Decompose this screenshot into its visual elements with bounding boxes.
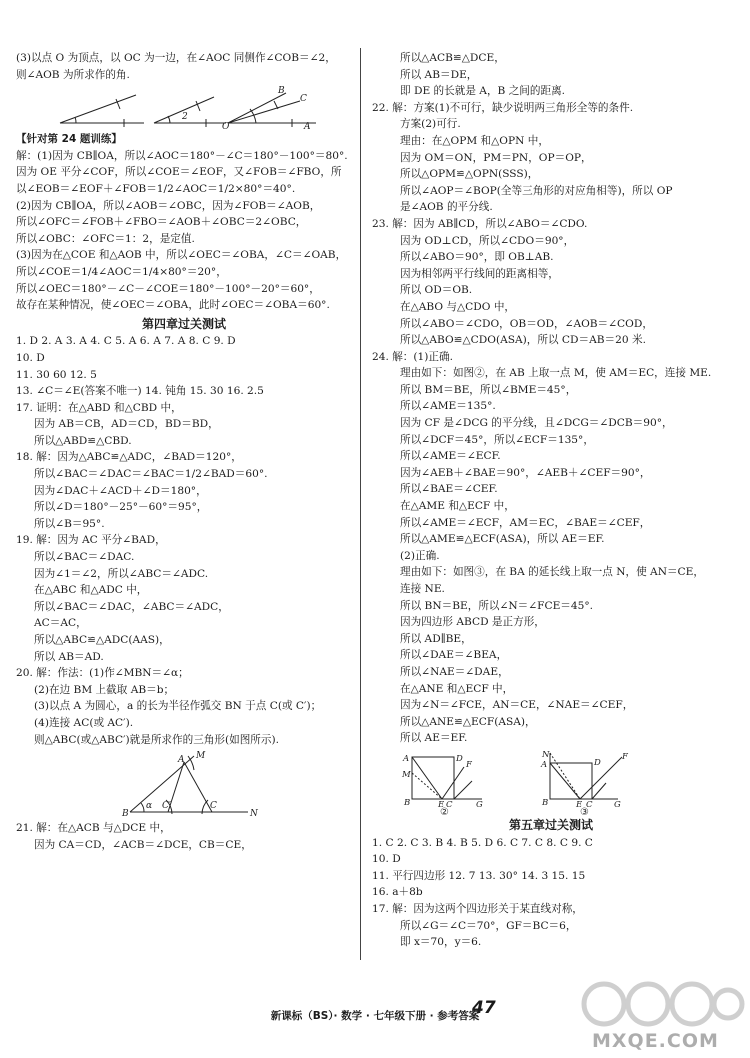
text-line: 因为 OM＝ON，PM＝PN，OP＝OP，: [400, 151, 592, 164]
fig3-point-a: A: [541, 759, 548, 770]
text-line: 所以 BN＝BE，所以∠N＝∠FCE＝45°.: [400, 599, 594, 612]
text-line: 所以 AB＝AD.: [34, 650, 104, 663]
text-line: 所以∠DCF＝45°，所以∠ECF＝135°，: [400, 433, 594, 446]
text-line: 连接 NE.: [400, 583, 445, 595]
text-line: 所以∠B＝95°.: [34, 517, 105, 530]
text-line: 在△ANE 和△ECF 中，: [400, 682, 514, 695]
fig2-point-a: A: [403, 753, 410, 764]
text-line: 因为∠DAC＋∠ACD＋∠D＝180°，: [34, 484, 207, 497]
fig2-point-g: G: [476, 799, 483, 810]
question-20: [16, 665, 352, 748]
page-number: 47: [472, 998, 496, 1018]
text-line: 所以 BM＝BE，所以∠BME＝45°，: [400, 383, 577, 396]
question-19: [16, 532, 352, 665]
fig3-point-b: B: [542, 797, 549, 808]
text-line: 理由如下：如图③，在 BA 的延长线上取一点 N，使 AN＝CE，: [400, 566, 704, 579]
question-17: [16, 400, 352, 450]
point-c-label: C: [210, 801, 217, 812]
point-m-label: M: [196, 751, 206, 762]
text-line: (4)连接 AC(或 AC′).: [34, 716, 134, 729]
question-21: [16, 820, 352, 853]
text-line: 所以∠OEC＝180°－∠C－∠COE＝180°－100°－20°＝60°，: [16, 282, 320, 295]
text-line: 19. 解：因为 AC 平分∠BAD，: [16, 534, 166, 547]
angle-2-label: 2: [182, 112, 188, 123]
answer-line: 10. D: [16, 351, 45, 364]
fig3-point-g: G: [614, 799, 621, 810]
text-line: 所以△ABO≌△CDO(ASA)，所以 CD＝AB＝20 米.: [400, 334, 646, 347]
answer-line: 13. ∠C＝∠E(答案不唯一) 14. 钝角 15. 30 16. 2.5: [16, 385, 264, 398]
text-line: 在△AME 和△ECF 中，: [400, 500, 515, 513]
text-line: 所以△OPM≌△OPN(SSS)，: [400, 168, 539, 181]
point-c-prime-label: C′: [162, 801, 171, 812]
text-line: (3)因为在△COE 和△AOB 中，所以∠OEC＝∠OBA，∠C＝∠OAB，: [16, 249, 347, 262]
point-a-label: A: [178, 755, 185, 766]
fig2-point-m: M: [402, 769, 411, 780]
fig3-point-c: C: [586, 799, 593, 810]
alpha-label: α: [146, 801, 153, 812]
right-column: [372, 50, 730, 951]
text-line: 则△ABC(或△ABC′)就是所求作的三角形(如图所示).: [34, 733, 279, 746]
text-line: 因为∠AEB＋∠BAE＝90°，∠AEB＋∠CEF＝90°，: [400, 466, 651, 479]
text-line: 24. 解：(1)正确.: [372, 350, 453, 363]
text-line: 即 DE 的长就是 A，B 之间的距离.: [400, 85, 566, 98]
fig3-point-f: F: [622, 751, 628, 762]
text-line: 所以∠BAC＝∠DAC＝∠BAC＝1/2∠BAD＝60°.: [34, 468, 268, 481]
triangle-construction-figure: [16, 750, 346, 818]
answer-line: 1. D 2. A 3. A 4. C 5. A 6. A 7. A 8. C 9. D: [16, 335, 236, 348]
chapter4-heading: 第四章过关测试: [141, 316, 226, 331]
point-o-label: O: [222, 122, 230, 130]
text-line: 因为 AB＝CB，AD＝CD，BD＝BD，: [34, 418, 219, 431]
text-line: 所以∠ABO＝90°，即 OB⊥AB.: [400, 251, 554, 264]
text-line: AC＝AC，: [34, 617, 87, 630]
training-block: [16, 148, 352, 314]
text-line: 18. 解：因为△ABC≌△ADC，∠BAD＝120°，: [16, 451, 242, 464]
text-line: 所以∠BAC＝∠DAC.: [34, 551, 135, 564]
text-line: 所以∠AME＝∠ECF，AM＝EC，∠BAE＝∠CEF，: [400, 516, 651, 529]
text-line: 20. 解：作法：(1)作∠MBN＝∠α；: [16, 667, 189, 680]
question-23: [372, 216, 730, 349]
point-c-label: C: [300, 94, 307, 105]
answer-line: 10. D: [372, 853, 401, 866]
text-line: 因为 CF 是∠DCG 的平分线，且∠DCG＝∠DCB＝90°，: [400, 417, 673, 430]
text-line: 17. 解：因为这两个四边形关于某直线对称，: [372, 902, 583, 915]
text-line: 17. 证明：在△ABD 和△CBD 中，: [16, 401, 182, 414]
text-line: 所以∠BAC＝∠DAC，∠ABC＝∠ADC，: [34, 600, 229, 613]
point-n-label: N: [250, 809, 258, 819]
square-figures: [372, 749, 722, 815]
text-line: 理由：在△OPM 和△OPN 中，: [400, 134, 549, 147]
question-18: [16, 449, 352, 532]
fig3-caption: ③: [580, 806, 589, 815]
chapter5-heading: 第五章过关测试: [508, 817, 593, 832]
text-line: (3)以点 O 为顶点，以 OC 为一边，在∠AOC 同侧作∠COB＝∠2，: [16, 52, 336, 64]
text-line: 因为 OD⊥CD，所以∠CDO＝90°，: [400, 234, 575, 247]
question-24: [372, 349, 730, 747]
fig2-point-d: D: [456, 753, 463, 764]
text-line: 所以∠DAE＝∠BEA，: [400, 649, 508, 662]
text-line: 所以△ANE≌△ECF(ASA)，: [400, 715, 536, 728]
text-line: 因为∠1＝∠2，所以∠ABC＝∠ADC.: [34, 567, 209, 580]
intro-block: [16, 50, 352, 83]
text-line: 解：(1)因为 CB∥OA，所以∠AOC＝180°－∠C＝180°－100°＝80°.: [16, 149, 348, 162]
text-line: (2)因为 CB∥OA，所以∠AOB＝∠OBC，因为∠FOB＝∠AOB，: [16, 199, 321, 212]
text-line: 所以∠D＝180°－25°－60°＝95°，: [34, 501, 208, 514]
fig3-point-e: E: [576, 799, 583, 810]
text-line: 所以∠OBC：∠OFC＝1：2，是定值.: [16, 232, 195, 245]
fig2-point-b: B: [404, 797, 411, 808]
text-line: 所以 AE＝EF.: [400, 732, 468, 745]
fig3-point-d: D: [594, 757, 601, 768]
fig3-point-n: N: [542, 749, 550, 760]
text-line: 理由如下：如图②，在 AB 上取一点 M，使 AM＝EC，连接 ME.: [400, 367, 712, 380]
answer-line: 11. 30 60 12. 5: [16, 368, 97, 381]
question-21-continued: [372, 50, 730, 100]
left-column: [16, 50, 352, 853]
text-line: 所以 AB＝DE，: [400, 68, 478, 81]
text-line: 是∠AOB 的平分线.: [400, 201, 493, 214]
answer-line: 16. a＋8b: [372, 886, 423, 899]
text-line: 在△ABC 和△ADC 中，: [34, 584, 148, 597]
text-line: 23. 解：因为 AB∥CD，所以∠ABO＝∠CDO.: [372, 217, 588, 230]
text-line: (3)以点 A 为圆心，a 的长为半径作弧交 BN 于点 C(或 C′)；: [34, 700, 322, 713]
text-line: 因为四边形 ABCD 是正方形，: [400, 616, 545, 629]
text-line: 所以∠G＝∠C＝70°，GF＝BC＝6，: [400, 919, 577, 932]
point-a-label: A: [304, 122, 311, 130]
fig2-caption: ②: [440, 806, 449, 815]
text-line: 因为相邻两平行线间的距离相等，: [400, 267, 559, 280]
angle-construction-figure: [16, 85, 336, 129]
point-b-label: B: [122, 809, 129, 819]
text-line: 所以 AD∥BE，: [400, 632, 472, 645]
chapter5-question-17: [372, 901, 730, 951]
text-line: 以∠EOB＝∠EOF＋∠FOB＝1/2∠AOC＝1/2×80°＝40°.: [16, 182, 296, 195]
text-line: 所以∠NAE＝∠DAE，: [400, 665, 509, 678]
answer-line: 11. 平行四边形 12. 7 13. 30° 14. 3 15. 15: [372, 869, 586, 882]
text-line: 因为 OE 平分∠COF，所以∠COE＝∠EOF，又∠FOB＝∠FBO，所: [16, 166, 342, 179]
text-line: (2)正确.: [400, 549, 440, 562]
text-line: 因为 CA＝CD，∠ACB＝∠DCE，CB＝CE，: [34, 838, 252, 851]
text-line: 故存在某种情况，使∠OEC＝∠OBA，此时∠OEC＝∠OBA＝60°.: [16, 299, 330, 312]
text-line: 所以△ABC≌△ADC(AAS)，: [34, 634, 170, 646]
text-line: 方案(2)可行.: [400, 118, 461, 131]
text-line: 则∠AOB 为所求作的角.: [16, 68, 130, 81]
text-line: 22. 解：方案(1)不可行，缺少说明两三角形全等的条件.: [372, 101, 634, 114]
text-line: 即 x＝70，y＝6.: [400, 936, 482, 949]
text-line: 所以∠AME＝135°.: [400, 400, 496, 413]
text-line: 所以△ABD≌△CBD.: [34, 434, 132, 447]
text-line: 所以△AME≌△ECF(ASA)，所以 AE＝EF.: [400, 533, 605, 546]
text-line: 所以 OD＝OB.: [400, 284, 473, 297]
watermark-text: MXQE.COM: [592, 1030, 719, 1052]
fig2-point-c: C: [446, 799, 453, 810]
text-line: 所以∠AME＝∠ECF.: [400, 450, 501, 463]
answer-line: 1. C 2. C 3. B 4. B 5. D 6. C 7. C 8. C 9. C: [372, 836, 593, 849]
text-line: 因为∠N＝∠FCE，AN＝CE，∠NAE＝∠CEF，: [400, 699, 634, 712]
training-title: 【针对第 24 题训练】: [16, 133, 122, 146]
text-line: 所以∠BAE＝∠CEF.: [400, 483, 498, 496]
question-22: [372, 100, 730, 216]
chapter4-answers: [16, 333, 352, 399]
text-line: 21. 解：在△ACB 与△DCE 中，: [16, 822, 171, 835]
text-line: 所以∠OFC＝∠FOB＋∠FBO＝∠AOB＋∠OBC＝2∠OBC，: [16, 216, 307, 229]
text-line: 所以∠ABO＝∠CDO，OB＝OD，∠AOB＝∠COD，: [400, 317, 653, 330]
point-b-label: B: [278, 86, 285, 97]
column-divider: [360, 48, 361, 960]
chapter5-answers: [372, 835, 730, 901]
text-line: 在△ABO 与△CDO 中，: [400, 300, 516, 313]
text-line: (2)在边 BM 上截取 AB＝b；: [34, 683, 175, 696]
fig2-point-f: F: [466, 759, 472, 770]
text-line: 所以∠AOP＝∠BOP(全等三角形的对应角相等)，所以 OP: [400, 184, 673, 197]
text-line: 所以∠COE＝1/4∠AOC＝1/4×80°＝20°，: [16, 265, 227, 278]
text-line: 所以△ACB≌△DCE，: [400, 52, 505, 64]
page-footer: 新课标（BS）· 数学 · 七年级下册 · 参考答案: [270, 1010, 480, 1022]
fig2-point-e: E: [438, 799, 445, 810]
